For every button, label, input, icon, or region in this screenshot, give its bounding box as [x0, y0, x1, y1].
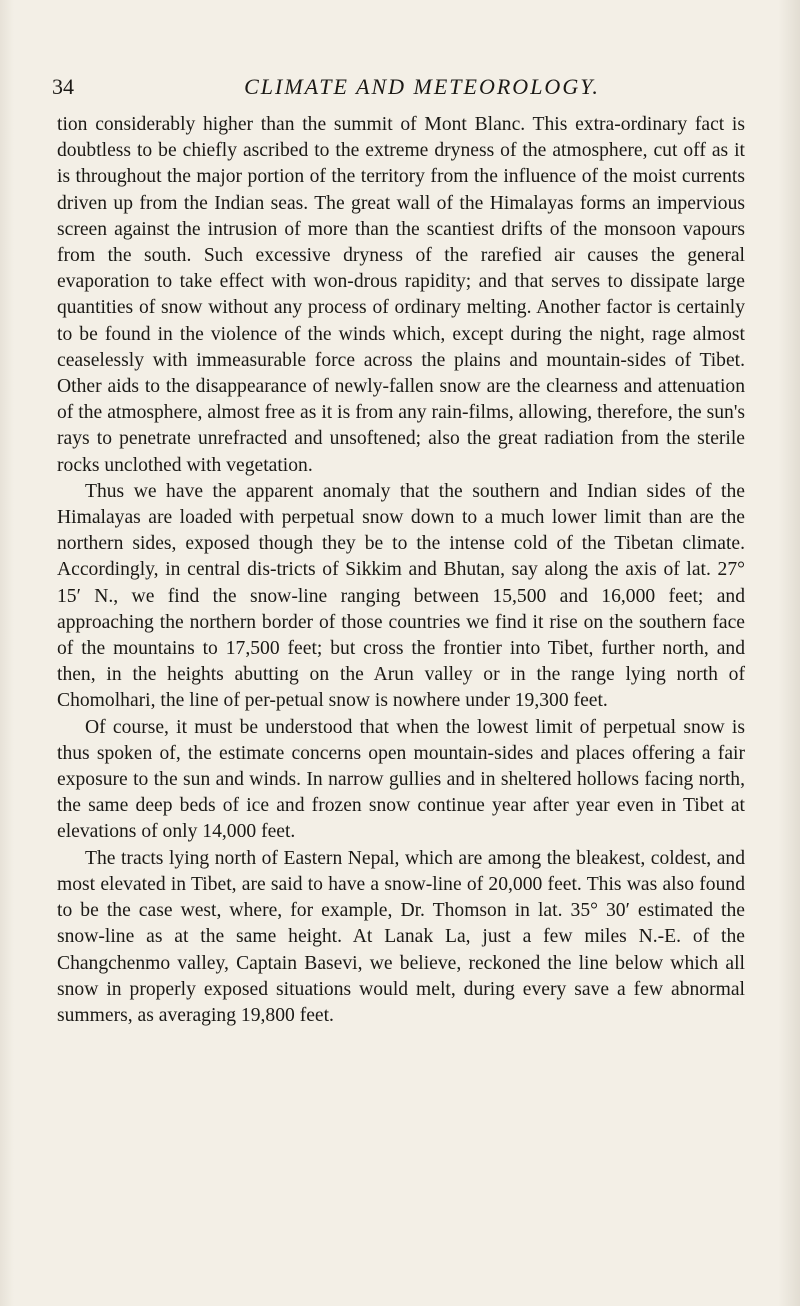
paragraph-2: Thus we have the apparent anomaly that the southern and Indian sides of the Himalayas are loaded with perpetual snow down to a much lower limit than are the northern sides, exposed though they be to the intense cold of the Tibetan climate. Accordingly, in central dis-tricts of Sikkim and Bhutan, say along the axis of lat. 27° 15′ N., we find the snow-line ranging between 15,500 and 16,000 feet; and approaching the northern border of those countries we find it rise on the southern face of the mountains to 17,500 feet; but cross the frontier into Tibet, further north, and then, in the heights abutting on the Arun valley or in the range lying north of Chomolhari, the line of per-petual snow is nowhere under 19,300 feet. — [57, 480, 745, 712]
running-title: CLIMATE AND METEOROLOGY. — [244, 74, 600, 99]
body-text — [57, 112, 745, 1029]
paragraph-3: Of course, it must be understood that when the lowest limit of perpetual snow is thus spoken of, the estimate concerns open mountain-sides and places offering a fair exposure to the sun and winds. In narrow gullies and in sheltered hollows facing north, the same deep beds of ice and frozen snow continue year after year even in Tibet at elevations of only 14,000 feet. — [57, 716, 745, 843]
paragraph-4: The tracts lying north of Eastern Nepal, which are among the bleakest, coldest, and most elevated in Tibet, are said to have a snow-line of 20,000 feet. This was also found to be the case west, where, for example, Dr. Thomson in lat. 35° 30′ estimated the snow-line as at the same height. At Lanak La, just a few miles N.-E. of the Changchenmo valley, Captain Basevi, we believe, reckoned the line below which all snow in properly exposed situations would melt, during every save a few abnormal summers, as averaging 19,800 feet. — [57, 847, 745, 1026]
paragraph-1: tion considerably higher than the summit of Mont Blanc. This extra-ordinary fact is doubtless to be chiefly ascribed to the extreme dryness of the atmosphere, cut off as it is throughout the major portion of the territory from the influence of the moist currents driven up from the Indian seas. The great wall of the Himalayas forms an impervious screen against the intrusion of more than the scantiest drifts of the monsoon vapours from the south. Such excessive dryness of the rarefied air causes the general evaporation to take effect with won-drous rapidity; and that serves to dissipate large quantities of snow without any process of ordinary melting. Another factor is certainly to be found in the violence of the winds which, except during the night, rage almost ceaselessly with immeasurable force across the plains and mountain-sides of Tibet. Other aids to the disappearance of newly-fallen snow are the clearness and attenuation of the atmosphere, almost free as it is from any rain-films, allowing, therefore, the sun's rays to penetrate unrefracted and unsoftened; also the great radiation from the sterile rocks unclothed with vegetation. — [57, 114, 745, 476]
page-number: 34 — [52, 74, 74, 99]
running-head — [52, 74, 752, 104]
